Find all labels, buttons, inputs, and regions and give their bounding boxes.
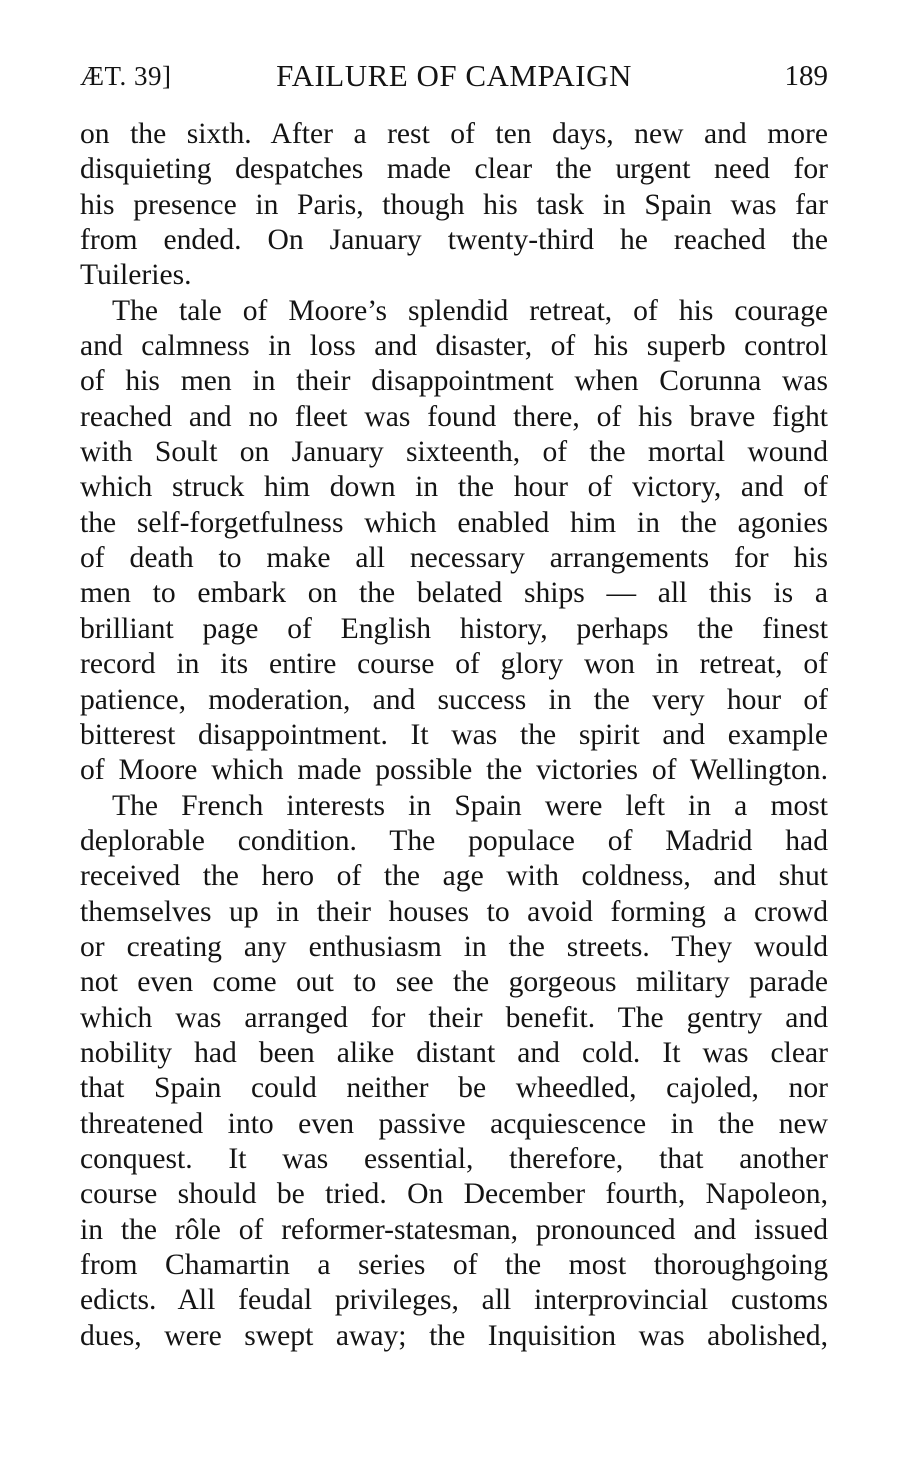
text-line: conquest. It was essential, therefore, that another	[80, 1142, 828, 1175]
running-header	[80, 54, 828, 98]
page-number: 189	[784, 60, 828, 92]
text-line: course should be tried. On December fourth, Napoleon,	[80, 1178, 828, 1211]
text-line: record in its entire course of glory won in retreat, of	[80, 648, 828, 681]
text-line: men to embark on the belated ships — all this is a	[80, 577, 828, 610]
text-line: which was arranged for their benefit. The gentry and	[80, 1001, 828, 1034]
text-line: The French interests in Spain were left in a most	[112, 789, 828, 822]
text-line: of death to make all necessary arrangements for his	[80, 542, 828, 575]
text-line: which struck him down in the hour of victory, and of	[80, 471, 828, 504]
text-line: from ended. On January twenty-third he reached the	[80, 224, 828, 257]
text-line: or creating any enthusiasm in the streets. They would	[80, 930, 828, 963]
header-age-marker: ÆT. 39]	[80, 61, 172, 91]
text-line: themselves up in their houses to avoid forming a crowd	[80, 895, 828, 928]
text-line: threatened into even passive acquiescence in the new	[80, 1107, 828, 1140]
text-line: reached and no fleet was found there, of his brave fight	[80, 400, 828, 433]
text-line: disquieting despatches made clear the urgent need for	[80, 153, 828, 186]
text-line: deplorable condition. The populace of Madrid had	[80, 824, 828, 857]
text-line: and calmness in loss and disaster, of his superb control	[80, 330, 828, 363]
text-line: not even come out to see the gorgeous military parade	[80, 966, 828, 999]
text-line: with Soult on January sixteenth, of the mortal wound	[80, 436, 828, 469]
text-line: bitterest disappointment. It was the spirit and example	[80, 718, 828, 751]
text-line: of Moore which made possible the victories of Wellington.	[80, 754, 828, 787]
text-line: the self-forgetfulness which enabled him in the agonies	[80, 506, 828, 539]
text-line: nobility had been alike distant and cold. It was clear	[80, 1036, 828, 1069]
text-line: brilliant page of English history, perhaps the finest	[80, 612, 828, 645]
text-line: Tuileries.	[80, 259, 192, 292]
text-line: received the hero of the age with coldness, and shut	[80, 860, 828, 893]
text-line: dues, were swept away; the Inquisition was abolished,	[80, 1319, 828, 1352]
text-line: The tale of Moore’s splendid retreat, of his courage	[112, 294, 828, 327]
text-line: his presence in Paris, though his task in Spain was far	[80, 188, 828, 221]
body-text	[80, 117, 828, 1354]
text-line: patience, moderation, and success in the very hour of	[80, 683, 828, 716]
text-line: from Chamartin a series of the most thoroughgoing	[80, 1249, 828, 1281]
text-line: on the sixth. After a rest of ten days, new and more	[80, 118, 828, 150]
text-line: edicts. All feudal privileges, all interprovincial customs	[80, 1284, 828, 1317]
text-line: that Spain could neither be wheedled, cajoled, nor	[80, 1072, 828, 1105]
text-line: of his men in their disappointment when Corunna was	[80, 365, 828, 398]
chapter-title: FAILURE OF CAMPAIGN	[276, 58, 632, 93]
text-line: in the rôle of reformer-statesman, pronounced and issued	[80, 1213, 828, 1246]
